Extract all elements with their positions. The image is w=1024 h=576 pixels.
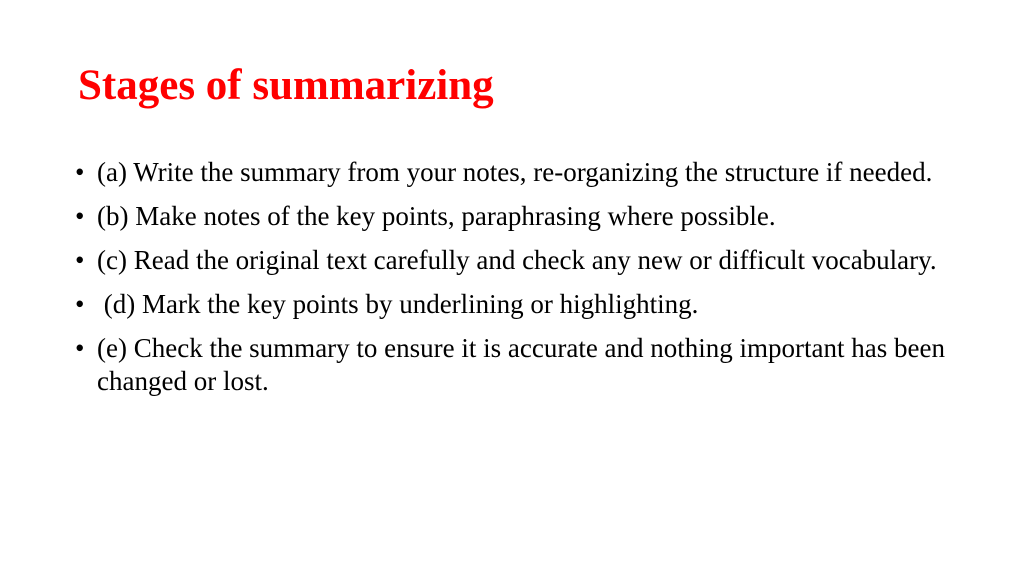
bullet-item-a: [75, 156, 945, 189]
bullet-text: (b) Make notes of the key points, paraphrasing where possible.: [97, 201, 776, 231]
bullet-list: [75, 156, 945, 409]
slide-title: Stages of summarizing: [78, 62, 494, 109]
bullet-text: (d) Mark the key points by underlining or highlighting.: [97, 289, 699, 319]
bullet-icon: •: [75, 201, 85, 231]
bullet-icon: •: [75, 289, 85, 319]
bullet-text: (e) Check the summary to ensure it is accurate and nothing important has been changed or lost.: [97, 333, 945, 396]
bullet-text: (a) Write the summary from your notes, re-organizing the structure if needed.: [97, 157, 933, 187]
bullet-item-e: [75, 332, 945, 398]
bullet-item-d: [75, 288, 945, 321]
bullet-icon: •: [75, 245, 85, 275]
bullet-text: (c) Read the original text carefully and check any new or difficult vocabulary.: [97, 245, 937, 275]
bullet-icon: •: [75, 333, 85, 363]
bullet-item-b: [75, 200, 945, 233]
bullet-item-c: [75, 244, 945, 277]
bullet-icon: •: [75, 157, 85, 187]
